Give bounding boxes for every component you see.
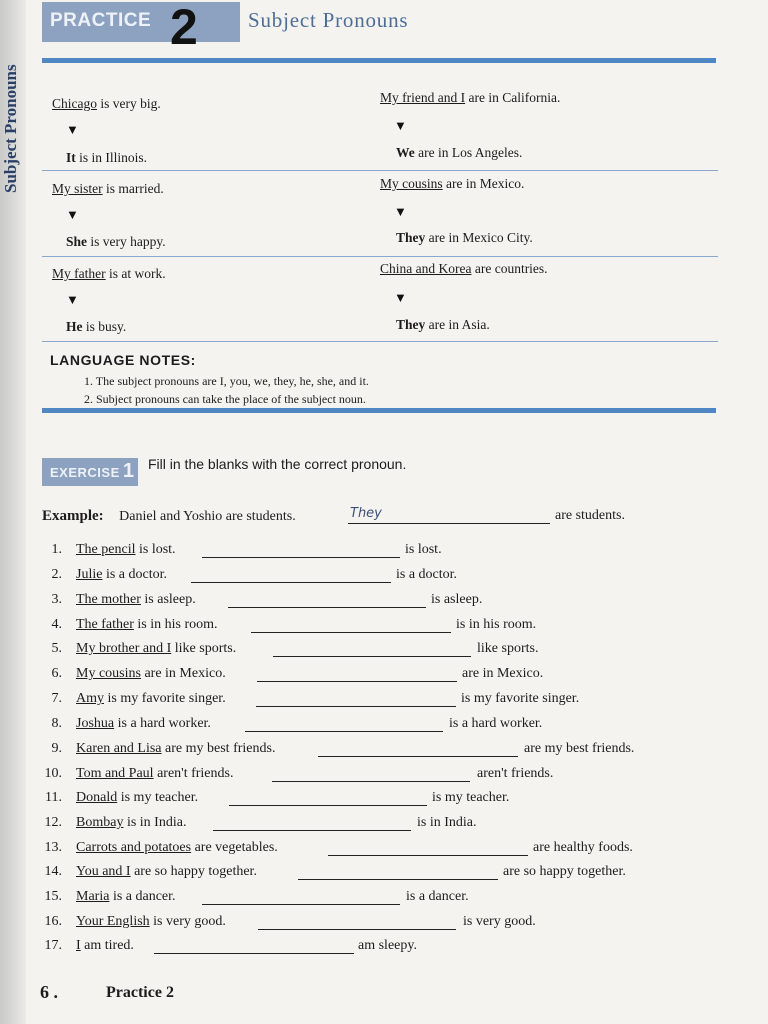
answer-blank[interactable] <box>228 607 426 608</box>
item-rest: like sports. <box>171 641 237 656</box>
item-subject: You and I <box>76 864 131 879</box>
exercise-label: EXERCISE <box>50 465 120 480</box>
item-rest: is very good. <box>149 914 226 929</box>
item-number: 14. <box>44 864 62 879</box>
answer-blank[interactable] <box>318 756 518 757</box>
item-rest: is my teacher. <box>117 790 199 805</box>
item-sentence <box>76 938 134 954</box>
item-subject: Joshua <box>76 716 115 731</box>
exercise-item <box>40 889 700 911</box>
item-tail: are healthy foods. <box>533 840 633 855</box>
example-noun: My cousins <box>380 176 443 191</box>
example-rest: is at work. <box>105 266 166 281</box>
exercise-badge <box>42 458 138 486</box>
item-tail: is in India. <box>417 815 477 830</box>
page-number: 6 . <box>40 982 58 1002</box>
item-rest: aren't friends. <box>153 766 234 781</box>
answer-blank[interactable] <box>245 731 443 732</box>
item-subject: Julie <box>76 567 103 582</box>
example-sentence <box>52 96 161 112</box>
exercise-item <box>40 815 700 837</box>
example-rest: are countries. <box>471 261 548 276</box>
example-noun: My friend and I <box>380 90 466 105</box>
item-tail: like sports. <box>477 641 539 656</box>
item-number: 8. <box>51 716 62 731</box>
practice-badge <box>42 0 240 55</box>
example-rest: is married. <box>102 181 164 196</box>
exercise-item <box>40 741 700 763</box>
item-tail: are my best friends. <box>524 741 635 756</box>
example-pronoun: It <box>66 150 76 165</box>
example-pronoun: They <box>396 317 426 332</box>
item-subject: My cousins <box>76 666 141 681</box>
item-rest: are so happy together. <box>130 864 257 879</box>
item-rest: are in Mexico. <box>140 666 226 681</box>
example-handwritten-answer: They <box>350 506 382 521</box>
item-number: 6. <box>51 666 62 681</box>
example-noun: China and Korea <box>380 261 472 276</box>
example-noun: My sister <box>52 181 103 196</box>
example-answer-rest: is busy. <box>82 319 127 334</box>
example-sentence <box>380 176 524 192</box>
item-number: 10. <box>44 766 62 781</box>
example-label: Example: <box>42 508 104 524</box>
practice-number: 2 <box>170 0 198 55</box>
item-tail: is in his room. <box>456 617 537 632</box>
answer-blank[interactable] <box>258 929 456 930</box>
item-subject: Karen and Lisa <box>76 741 162 756</box>
exercise-item <box>40 766 700 788</box>
item-sentence <box>76 542 176 558</box>
example-answer <box>66 150 147 166</box>
example-noun: Chicago <box>52 96 97 111</box>
item-subject: Donald <box>76 790 118 805</box>
item-tail: are in Mexico. <box>462 666 544 681</box>
item-sentence <box>76 790 198 806</box>
language-notes-title: LANGUAGE NOTES: <box>50 352 196 368</box>
item-number: 17. <box>44 938 62 953</box>
exercise-item <box>40 666 700 688</box>
item-tail: are so happy together. <box>503 864 626 879</box>
exercise-item <box>40 938 700 960</box>
example-answer <box>66 319 126 335</box>
answer-blank[interactable] <box>213 830 411 831</box>
item-tail: is a hard worker. <box>449 716 543 731</box>
item-subject: Bombay <box>76 815 124 830</box>
item-number: 11. <box>45 790 62 805</box>
language-note: 2. Subject pronouns can take the place of the subject noun. <box>84 392 366 406</box>
example-pronoun: She <box>66 234 88 249</box>
exercise-number: 1 <box>122 460 134 482</box>
example-sentence <box>52 181 164 197</box>
example-noun: My father <box>52 266 106 281</box>
item-sentence <box>76 815 186 831</box>
example-pronoun: They <box>396 230 426 245</box>
item-subject: Maria <box>76 889 110 904</box>
item-number: 9. <box>51 741 62 756</box>
exercise-item <box>40 790 700 812</box>
item-sentence <box>76 840 278 856</box>
footer-label: Practice 2 <box>106 984 174 1001</box>
example-rest: is very big. <box>97 96 161 111</box>
example-answer <box>396 230 533 246</box>
exercise-item <box>40 617 700 639</box>
example-answer-rest: are in Asia. <box>425 317 490 332</box>
item-rest: is a doctor. <box>102 567 167 582</box>
answer-blank[interactable] <box>257 681 457 682</box>
arrow-down-icon: ▼ <box>394 290 407 305</box>
notes-divider <box>42 408 716 413</box>
item-sentence <box>76 766 233 782</box>
item-tail: is very good. <box>463 914 536 929</box>
item-tail: is a dancer. <box>406 889 469 904</box>
item-number: 12. <box>44 815 62 830</box>
arrow-down-icon: ▼ <box>394 204 407 219</box>
answer-blank[interactable] <box>202 904 400 905</box>
exercise-item <box>40 592 700 614</box>
example-blank-line <box>348 523 550 524</box>
arrow-down-icon: ▼ <box>66 207 79 222</box>
example-answer <box>66 234 166 250</box>
item-sentence <box>76 691 226 707</box>
item-rest: are my best friends. <box>161 741 276 756</box>
item-tail: aren't friends. <box>477 766 554 781</box>
item-sentence <box>76 889 176 905</box>
item-subject: The pencil <box>76 542 136 557</box>
exercise-item <box>40 641 700 663</box>
example-answer-rest: is in Illinois. <box>75 150 148 165</box>
row-divider <box>42 341 718 342</box>
item-number: 5. <box>51 641 62 656</box>
answer-blank[interactable] <box>191 582 391 583</box>
answer-blank[interactable] <box>328 855 528 856</box>
item-number: 4. <box>51 617 62 632</box>
item-rest: is my favorite singer. <box>104 691 226 706</box>
item-number: 15. <box>44 889 62 904</box>
item-rest: is in India. <box>123 815 187 830</box>
example-answer-rest: are in Los Angeles. <box>414 145 523 160</box>
example-sentence <box>380 90 560 106</box>
item-sentence <box>76 741 275 757</box>
item-sentence <box>76 716 211 732</box>
item-rest: are vegetables. <box>191 840 278 855</box>
page-title: Subject Pronouns <box>248 8 409 32</box>
example-answer <box>396 317 490 333</box>
example-answer-rest: is very happy. <box>87 234 166 249</box>
answer-blank[interactable] <box>256 706 456 707</box>
item-sentence <box>76 666 226 682</box>
arrow-down-icon: ▼ <box>394 118 407 133</box>
exercise-item <box>40 716 700 738</box>
item-sentence <box>76 914 226 930</box>
item-rest: is lost. <box>135 542 176 557</box>
item-subject: Carrots and potatoes <box>76 840 192 855</box>
item-subject: The father <box>76 617 134 632</box>
row-divider <box>42 170 718 171</box>
item-number: 16. <box>44 914 62 929</box>
practice-label: PRACTICE <box>50 10 152 31</box>
item-subject: Tom and Paul <box>76 766 154 781</box>
example-answer <box>396 145 522 161</box>
answer-blank[interactable] <box>202 557 400 558</box>
exercise-item <box>40 691 700 713</box>
item-sentence <box>76 617 218 633</box>
exercise-instruction: Fill in the blanks with the correct pronoun. <box>148 456 407 472</box>
item-number: 1. <box>51 542 62 557</box>
item-subject: The mother <box>76 592 141 607</box>
arrow-down-icon: ▼ <box>66 292 79 307</box>
item-rest: am tired. <box>80 938 134 953</box>
answer-blank[interactable] <box>272 781 470 782</box>
item-rest: is in his room. <box>133 617 218 632</box>
item-number: 7. <box>51 691 62 706</box>
item-subject: Amy <box>76 691 104 706</box>
item-subject: I <box>76 938 81 953</box>
item-tail: is my teacher. <box>432 790 510 805</box>
example-rest: are in California. <box>465 90 561 105</box>
item-number: 13. <box>44 840 62 855</box>
item-tail: is asleep. <box>431 592 483 607</box>
item-subject: My brother and I <box>76 641 172 656</box>
answer-blank[interactable] <box>251 632 451 633</box>
exercise-item <box>40 840 700 862</box>
item-sentence <box>76 592 196 608</box>
row-divider <box>42 256 718 257</box>
item-number: 2. <box>51 567 62 582</box>
item-subject: Your English <box>76 914 150 929</box>
answer-blank[interactable] <box>154 953 354 954</box>
example-tail: are students. <box>555 508 625 523</box>
example-pronoun: He <box>66 319 83 334</box>
item-rest: is a dancer. <box>109 889 176 904</box>
answer-blank[interactable] <box>298 879 498 880</box>
item-tail: am sleepy. <box>358 938 417 953</box>
exercise-item <box>40 914 700 936</box>
example-sentence <box>52 266 166 282</box>
arrow-down-icon: ▼ <box>66 122 79 137</box>
exercise-example <box>42 508 682 530</box>
example-pronoun: We <box>396 145 415 160</box>
item-sentence <box>76 641 236 657</box>
example-answer-rest: are in Mexico City. <box>425 230 533 245</box>
item-tail: is lost. <box>405 542 442 557</box>
item-sentence <box>76 864 257 880</box>
item-sentence <box>76 567 167 583</box>
language-note: 1. The subject pronouns are I, you, we, they, he, she, and it. <box>84 374 369 388</box>
example-rest: are in Mexico. <box>442 176 525 191</box>
exercise-item <box>40 864 700 886</box>
example-sentence <box>380 261 548 277</box>
answer-blank[interactable] <box>273 656 471 657</box>
item-tail: is my favorite singer. <box>461 691 580 706</box>
exercise-item <box>40 567 700 589</box>
side-title: Subject Pronouns <box>1 64 20 193</box>
item-tail: is a doctor. <box>396 567 458 582</box>
item-rest: is asleep. <box>140 592 196 607</box>
answer-blank[interactable] <box>229 805 427 806</box>
example-sentence-text: Daniel and Yoshio are students. <box>119 509 296 524</box>
top-divider <box>42 58 716 63</box>
item-number: 3. <box>51 592 62 607</box>
exercise-item <box>40 542 700 564</box>
item-rest: is a hard worker. <box>114 716 211 731</box>
